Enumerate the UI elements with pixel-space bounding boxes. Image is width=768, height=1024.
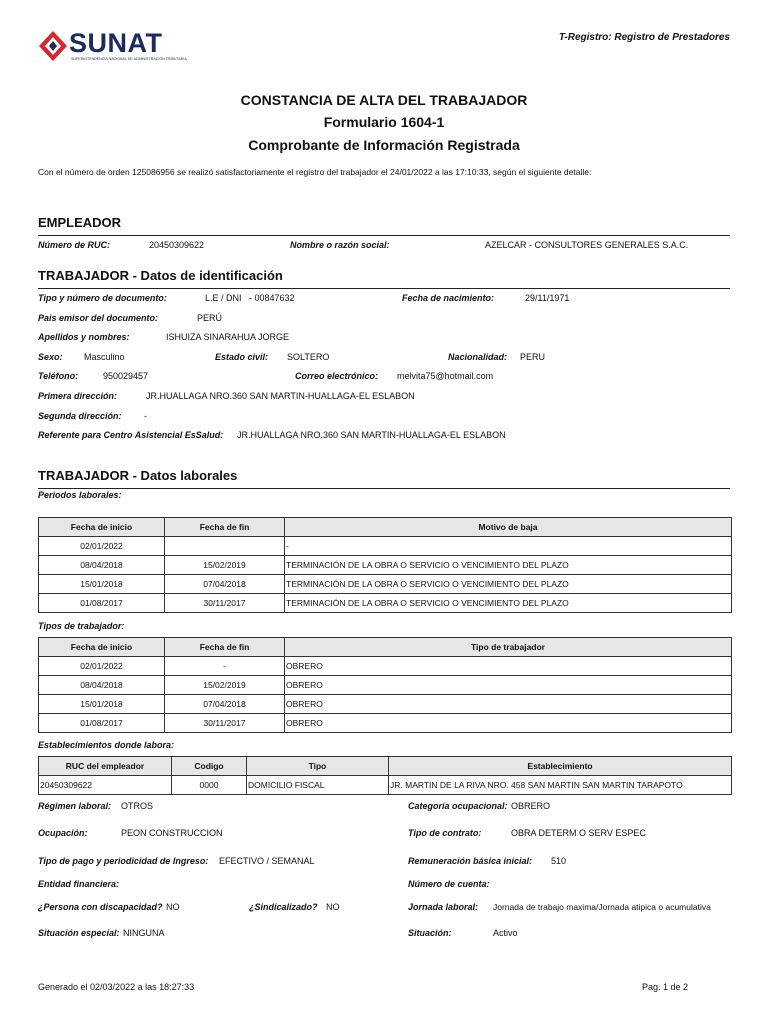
table-cell: 20450309622 [39,776,172,795]
sexo-label: Sexo: [38,352,63,362]
situacion-label: Situación: [408,928,452,938]
table-cell: 15/01/2018 [39,695,165,714]
table-cell: 02/01/2022 [39,537,165,556]
header-right-title: T-Registro: Registro de Prestadores [558,32,730,43]
table-row [39,714,732,733]
table-cell: 08/04/2018 [39,676,165,695]
table-cell: 01/08/2017 [39,594,165,613]
table-header-row [39,638,732,657]
razon-value: AZELCAR - CONSULTORES GENERALES S.A.C. [485,240,689,250]
section-identificacion: TRABAJADOR - Datos de identificación [38,268,283,283]
footer-generated: Generado el 02/03/2022 a las 18:27:33 [38,982,195,992]
divider [38,235,730,236]
doc-value: L.E / DNI - 00847632 [205,293,295,303]
doc-subtitle: Comprobante de Información Registrada [248,137,520,153]
pago-value: EFECTIVO / SEMANAL [219,856,315,866]
direccion2-value: - [144,411,147,421]
section-laborales: TRABAJADOR - Datos laborales [38,468,238,483]
table-row [39,776,732,795]
table-cell: OBRERO [285,714,732,733]
direccion2-label: Segunda dirección: [38,411,122,421]
correo-value: melvita75@hotmail.com [397,371,494,381]
doc-label: Tipo y número de documento: [38,293,167,303]
pais-value: PERÚ [197,313,223,323]
direccion1-label: Primera dirección: [38,391,118,401]
column-header: Establecimiento [389,757,732,776]
jornada-value: Jornada de trabajo maxima/Jornada atipica o acumulativa [493,902,711,912]
remuneracion-label: Remuneración básica inicial: [408,856,533,866]
telefono-label: Teléfono: [38,371,79,381]
table-cell: 02/01/2022 [39,657,165,676]
table-row [39,575,732,594]
table-cell: - [165,657,285,676]
contrato-value: OBRA DETERM O SERV ESPEC [511,828,646,838]
table-cell: OBRERO [285,676,732,695]
nacionalidad-value: PERU [520,352,546,362]
table-cell: JR. MARTIN DE LA RIVA NRO. 458 SAN MARTIN SAN MARTIN TARAPOTO [389,776,732,795]
establecimientos-label: Establecimientos donde labora: [38,740,175,750]
table-cell: 01/08/2017 [39,714,165,733]
regimen-label: Régimen laboral: [38,801,112,811]
sunat-emblem-icon [38,30,68,62]
divider [38,288,730,289]
table-header-row [39,757,732,776]
table-cell: OBRERO [285,657,732,676]
telefono-value: 950029457 [103,371,149,381]
divider [38,488,730,489]
table-header-row [39,518,732,537]
table-row [39,537,732,556]
ruc-label: Número de RUC: [38,240,111,250]
table-cell: 07/04/2018 [165,575,285,594]
logo-text: SUNAT [69,28,163,58]
column-header: Fecha de fin [165,518,285,537]
table-cell: 15/02/2019 [165,556,285,575]
contrato-label: Tipo de contrato: [408,828,482,838]
column-header: Fecha de inicio [39,518,165,537]
nombres-label: Apellidos y nombres: [38,332,130,342]
column-header: Tipo [247,757,389,776]
sunat-logo [38,28,187,66]
table-row [39,556,732,575]
column-header: Tipo de trabajador [285,638,732,657]
table-cell: DOMICILIO FISCAL [247,776,389,795]
table-cell [165,537,285,556]
situacion-especial-label: Situación especial: [38,928,120,938]
table-cell: 08/04/2018 [39,556,165,575]
table-cell: TERMINACIÓN DE LA OBRA O SERVICIO O VENCIMIENTO DEL PLAZO [285,575,732,594]
discapacidad-value: NO [166,902,180,912]
razon-label: Nombre o razón social: [290,240,390,250]
table-row [39,676,732,695]
categoria-label: Categoría ocupacional: [408,801,508,811]
nombres-value: ISHUIZA SINARAHUA JORGE [166,332,290,342]
footer-page-number: Pag. 1 de 2 [641,982,688,992]
tipos-table [38,637,732,733]
sindicalizado-value: NO [326,902,340,912]
intro-text: Con el número de orden 125086956 se realizó satisfactoriamente el registro del trabajador el 24/01/2022 a las 17:10:33, según el siguiente detalle: [38,167,592,177]
section-empleador: EMPLEADOR [38,215,122,230]
direccion1-value: JR.HUALLAGA NRO.360 SAN MARTIN-HUALLAGA-EL ESLABON [146,391,415,401]
table-cell: 30/11/2017 [165,594,285,613]
remuneracion-value: 510 [551,856,567,866]
situacion-especial-value: NINGUNA [123,928,165,938]
column-header: Fecha de fin [165,638,285,657]
categoria-value: OBRERO [511,801,551,811]
table-cell: 30/11/2017 [165,714,285,733]
civil-value: SOLTERO [287,352,330,362]
ocupacion-value: PEON CONSTRUCCION [121,828,223,838]
situacion-value: Activo [493,928,518,938]
nacimiento-label: Fecha de nacimiento: [402,293,495,303]
nacimiento-value: 29/11/1971 [525,293,570,303]
periodos-table [38,517,732,613]
sindicalizado-label: ¿Sindicalizado? [249,902,318,912]
table-cell: TERMINACIÓN DE LA OBRA O SERVICIO O VENCIMIENTO DEL PLAZO [285,556,732,575]
column-header: Fecha de inicio [39,638,165,657]
table-row [39,594,732,613]
nacionalidad-label: Nacionalidad: [448,352,508,362]
pago-label: Tipo de pago y periodicidad de Ingreso: [38,856,209,866]
ocupacion-label: Ocupación: [38,828,88,838]
doc-title: CONSTANCIA DE ALTA DEL TRABAJADOR [240,92,528,108]
jornada-label: Jornada laboral: [408,902,479,912]
logo-subtext: SUPERINTENDENCIA NACIONAL DE ADMINISTRACIÓN TRIBUTARIA [71,57,187,61]
discapacidad-label: ¿Persona con discapacidad? [38,902,163,912]
essalud-label: Referente para Centro Asistencial EsSalud: [38,430,224,440]
table-cell: 07/04/2018 [165,695,285,714]
pais-label: Pais emisor del documento: [38,313,159,323]
column-header: Codigo [172,757,247,776]
correo-label: Correo electrónico: [295,371,379,381]
table-cell: OBRERO [285,695,732,714]
tipos-label: Tipos de trabajador: [38,621,125,631]
column-header: RUC del empleador [39,757,172,776]
column-header: Motivo de baja [285,518,732,537]
table-cell: TERMINACIÓN DE LA OBRA O SERVICIO O VENCIMIENTO DEL PLAZO [285,594,732,613]
cuenta-label: Número de cuenta: [408,879,490,889]
regimen-value: OTROS [121,801,154,811]
ruc-value: 20450309622 [149,240,205,250]
table-cell: 0000 [172,776,247,795]
periodos-label: Periodos laborales: [38,490,122,500]
table-cell: 15/01/2018 [39,575,165,594]
entidad-label: Entidad financiera: [38,879,120,889]
essalud-value: JR.HUALLAGA NRO.360 SAN MARTIN-HUALLAGA-EL ESLABON [237,430,506,440]
sexo-value: Masculino [84,352,125,362]
civil-label: Estado civil: [215,352,269,362]
establecimientos-table [38,756,732,795]
table-cell: - [285,537,732,556]
table-cell: 15/02/2019 [165,676,285,695]
form-number: Formulario 1604-1 [323,114,445,130]
table-row [39,695,732,714]
table-row [39,657,732,676]
